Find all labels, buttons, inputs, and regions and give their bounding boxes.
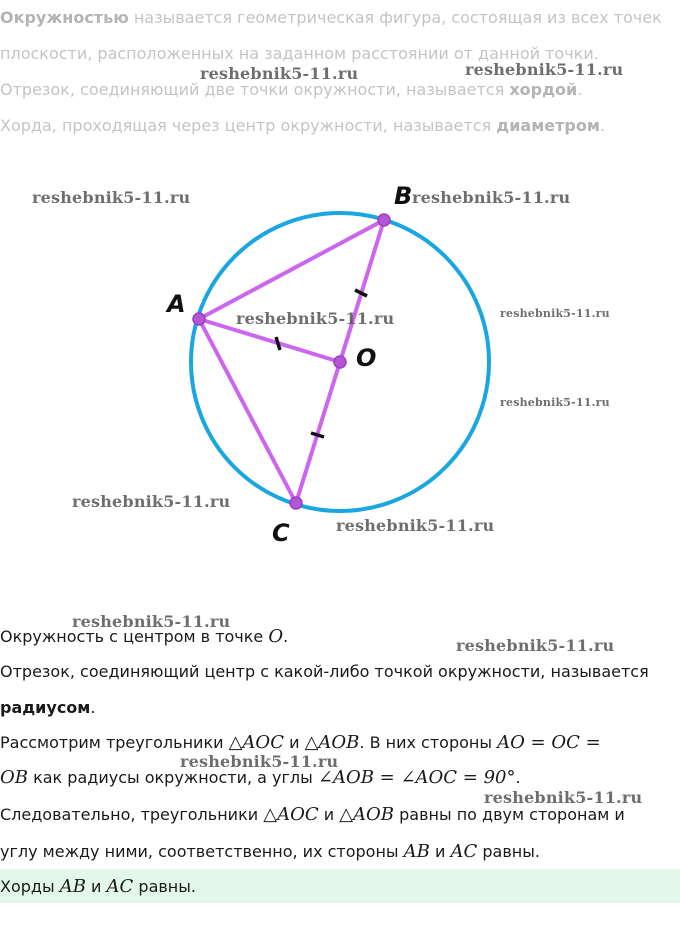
term-diameter: диаметром [496, 116, 600, 135]
solution-line-6: Следовательно, треугольники △AOC и △AOB равны по двум сторонам и [0, 804, 625, 825]
label-C: C [272, 519, 290, 547]
solution-line-3: радиусом. [0, 698, 96, 717]
term-radius: радиусом [0, 698, 91, 717]
watermark: reshebnik5-11.ru [412, 188, 571, 207]
definition-diameter: Хорда, проходящая через центр окружности, называется диаметром. [0, 116, 606, 135]
chord-AC [199, 319, 296, 503]
watermark: reshebnik5-11.ru [72, 612, 231, 631]
point-O [334, 356, 346, 368]
radius-OC [296, 362, 340, 503]
term-circle: Окружностью [0, 8, 129, 27]
solution-line-5: OB как радиусы окружности, а углы ∠AOB = ∠AOC = 90°. [0, 767, 521, 788]
definition-circle: Окружностью называется геометрическая фигура, состоящая из всех точек [0, 8, 662, 27]
point-B [378, 214, 390, 226]
solution-line-2: Отрезок, соединяющий центр с какой-либо точкой окружности, называется [0, 662, 649, 681]
label-A: A [167, 290, 186, 318]
watermark: reshebnik5-11.ru [456, 636, 615, 655]
definition-circle-cont: плоскости, расположенных на заданном расстоянии от данной точки. [0, 44, 599, 63]
watermark: reshebnik5-11.ru [200, 64, 359, 83]
watermark: reshebnik5-11.ru [465, 60, 624, 79]
watermark: reshebnik5-11.ru [180, 752, 339, 771]
watermark: reshebnik5-11.ru [32, 188, 191, 207]
label-O: O [356, 344, 377, 372]
solution-line-4: Рассмотрим треугольники △AOC и △AOB. В них стороны AO = OC = [0, 732, 601, 753]
watermark: reshebnik5-11.ru [72, 492, 231, 511]
label-B: B [394, 182, 413, 210]
answer-text: Хорды AB и AC равны. [0, 876, 196, 897]
watermark: reshebnik5-11.ru [500, 307, 610, 320]
point-C [290, 497, 302, 509]
solution-line-1: Окружность с центром в точке O. [0, 626, 289, 647]
point-A [193, 313, 205, 325]
term-chord: хордой [509, 80, 578, 99]
watermark: reshebnik5-11.ru [500, 396, 610, 409]
watermark: reshebnik5-11.ru [484, 788, 643, 807]
watermark: reshebnik5-11.ru [336, 516, 495, 535]
definition-chord: Отрезок, соединяющий две точки окружности, называется хордой. [0, 80, 583, 99]
tick-OC [311, 433, 324, 437]
tick-OA [276, 337, 280, 350]
solution-line-7: углу между ними, соответственно, их стороны AB и AC равны. [0, 841, 540, 862]
watermark: reshebnik5-11.ru [236, 309, 395, 328]
